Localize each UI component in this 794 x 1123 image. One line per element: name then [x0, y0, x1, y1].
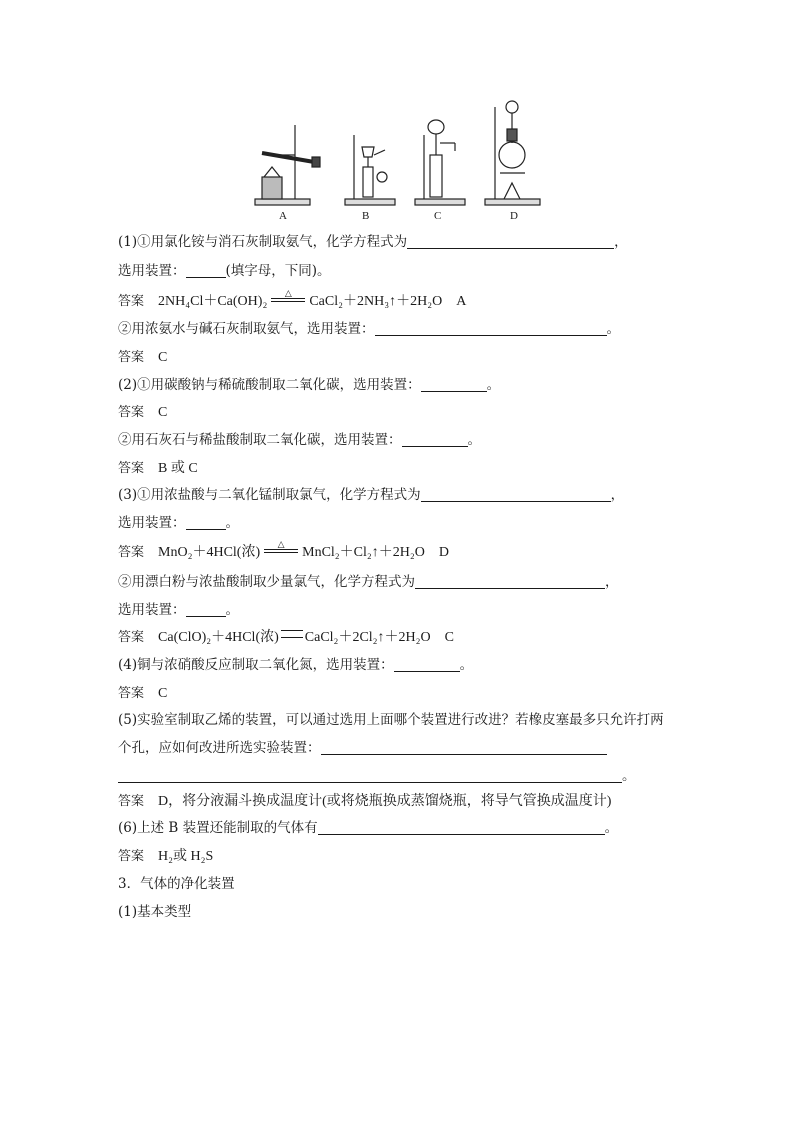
equation-left: MnO₂＋4HCl(浓)	[158, 545, 261, 560]
answer-blank[interactable]	[118, 768, 622, 783]
answer-2-1-line	[118, 403, 167, 422]
answer-6-line	[118, 847, 213, 866]
question-5-line-3	[118, 767, 636, 785]
punctuation: 。	[606, 321, 620, 337]
heat-condition-sign	[264, 542, 298, 558]
punctuation: 。	[459, 657, 474, 673]
question-text: (2)①用碳酸钠与稀硫酸制取二氧化碳，选用装置：	[118, 377, 421, 393]
answer-value: H₂或 H₂S	[158, 849, 214, 864]
question-text: 选用装置：	[118, 515, 186, 531]
answer-3-2-line	[118, 628, 454, 647]
punctuation: 。	[467, 432, 481, 448]
figure-label-a: A	[279, 210, 287, 222]
section-3-heading	[118, 875, 235, 893]
equation-left: Ca(ClO)₂＋4HCl(浓)	[158, 630, 279, 645]
figure-label-c: C	[434, 210, 442, 222]
question-3-2-select-line	[118, 601, 239, 619]
answer-blank[interactable]	[407, 234, 614, 249]
question-text: ②用浓氨水与碱石灰制取氨气，选用装置：	[118, 321, 375, 337]
question-text: ②用石灰石与稀盐酸制取二氧化碳，选用装置：	[118, 432, 402, 448]
punctuation: 。	[486, 377, 501, 393]
punctuation: 。	[225, 515, 239, 531]
answer-blank[interactable]	[421, 487, 611, 502]
subsection-title: (1)基本类型	[118, 904, 192, 920]
question-5-line-2	[118, 739, 607, 757]
answer-value: C	[158, 350, 168, 365]
answer-blank[interactable]	[394, 657, 460, 672]
equation-right: CaCl₂＋2NH₃↑＋2H₂O A	[309, 294, 467, 309]
answer-2-2-line	[118, 459, 198, 478]
punctuation: 。	[604, 820, 619, 836]
answer-blank[interactable]	[186, 263, 226, 278]
question-text: 个孔，应如何改进所选实验装置：	[118, 740, 321, 756]
question-text: (3)①用浓盐酸与二氧化锰制取氯气，化学方程式为	[118, 487, 421, 503]
heat-symbol: △	[284, 289, 292, 299]
section-title: 3．气体的净化装置	[118, 876, 235, 892]
answer-blank[interactable]	[321, 740, 607, 755]
answer-label: 答案	[118, 294, 145, 309]
figure-label-b: B	[362, 210, 370, 222]
punctuation: ，	[605, 574, 619, 590]
answer-blank[interactable]	[318, 820, 605, 835]
punctuation: ，	[610, 487, 625, 503]
equation-right: MnCl₂＋Cl₂↑＋2H₂O D	[302, 545, 450, 560]
answer-label: 答案	[118, 630, 145, 645]
question-text: 选用装置：	[118, 602, 186, 618]
question-text: (1)①用氯化铵与消石灰制取氨气，化学方程式为	[118, 234, 408, 250]
answer-value: C	[158, 405, 168, 420]
question-3-1-line	[118, 486, 624, 504]
answer-blank[interactable]	[402, 432, 468, 447]
question-text: (6)上述 B 装置还能制取的气体有	[118, 820, 318, 836]
answer-4-line	[118, 684, 167, 703]
answer-label: 答案	[118, 350, 145, 365]
question-text: (5)实验室制取乙烯的装置，可以通过选用上面哪个装置进行改进？若橡皮塞最多只允许打两	[118, 712, 664, 728]
question-2-2-line	[118, 431, 481, 449]
figure-label-d: D	[510, 210, 518, 222]
question-text: (4)铜与浓硝酸反应制取二氧化氮，选用装置：	[118, 657, 394, 673]
answer-1-2-line	[118, 348, 167, 367]
question-1-1-line	[118, 233, 628, 251]
answer-label: 答案	[118, 405, 145, 420]
question-1-2-line	[118, 320, 620, 338]
equation-left: 2NH₄Cl＋Ca(OH)₂	[158, 294, 268, 309]
answer-label: 答案	[118, 794, 145, 809]
punctuation: 。	[622, 768, 636, 784]
question-text: 选用装置：	[118, 263, 186, 279]
question-4-line	[118, 656, 473, 674]
answer-label: 答案	[118, 545, 145, 560]
apparatus-illustration	[250, 95, 550, 225]
heat-condition-sign	[271, 291, 305, 307]
answer-value: D，将分液漏斗换成温度计(或将烧瓶换成蒸馏烧瓶，将导气管换成温度计)	[158, 794, 612, 809]
heat-symbol: △	[277, 540, 285, 550]
question-text: ②用漂白粉与浓盐酸制取少量氯气，化学方程式为	[118, 574, 415, 590]
question-1-1-select-line	[118, 262, 331, 280]
question-5-line-1	[118, 711, 664, 729]
answer-label: 答案	[118, 461, 145, 476]
equals-sign	[281, 630, 303, 638]
apparatus-figure	[250, 95, 550, 225]
answer-label: 答案	[118, 686, 145, 701]
answer-value: B 或 C	[158, 461, 198, 476]
section-3-1-heading	[118, 903, 191, 921]
answer-label: 答案	[118, 849, 145, 864]
punctuation: ，	[614, 234, 628, 250]
answer-blank[interactable]	[415, 574, 605, 589]
answer-blank[interactable]	[186, 515, 226, 530]
answer-value: C	[158, 686, 168, 701]
answer-blank[interactable]	[375, 321, 607, 336]
question-3-2-line	[118, 573, 619, 591]
answer-3-1-line	[118, 542, 449, 562]
question-6-line	[118, 819, 618, 837]
answer-5-line	[118, 792, 611, 811]
answer-1-1-line	[118, 291, 466, 311]
question-3-1-select-line	[118, 514, 239, 532]
answer-blank[interactable]	[186, 602, 226, 617]
punctuation: 。	[225, 602, 239, 618]
answer-blank[interactable]	[421, 377, 487, 392]
question-2-1-line	[118, 376, 500, 394]
equation-right: CaCl₂＋2Cl₂↑＋2H₂O C	[304, 630, 454, 645]
question-text: (填字母，下同)。	[225, 263, 331, 279]
